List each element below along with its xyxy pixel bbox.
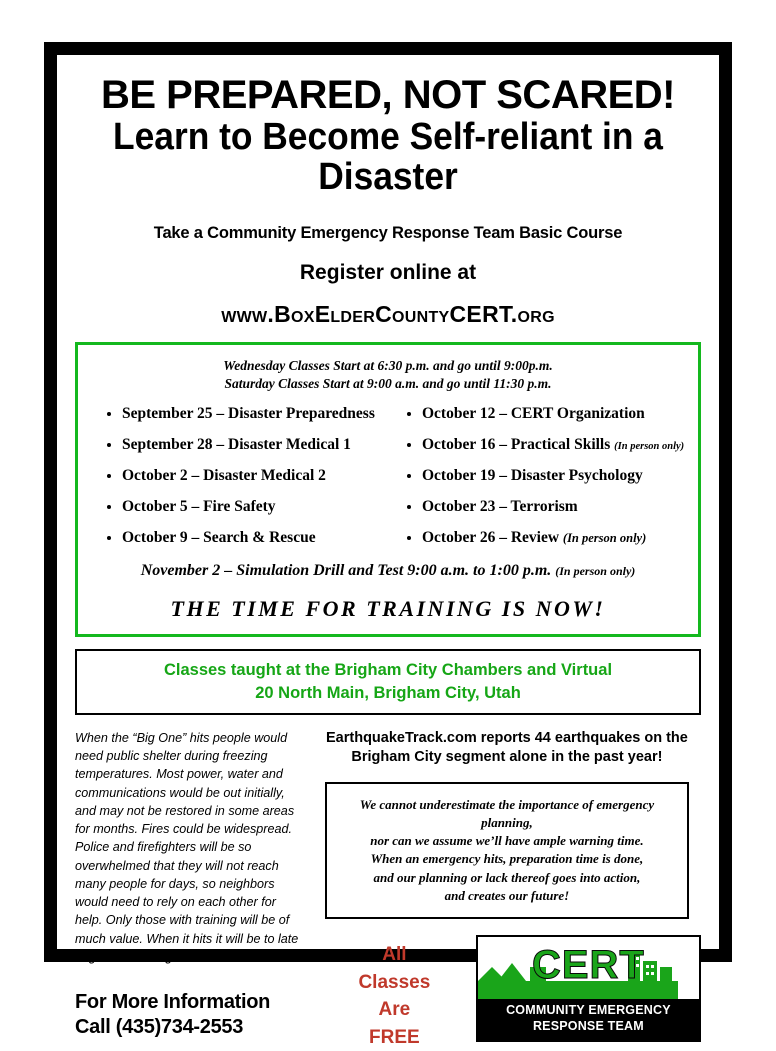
class-times-saturday: Saturday Classes Start at 9:00 a.m. and go until 11:30 p.m.	[224, 375, 552, 391]
free-line: FREE	[369, 1026, 420, 1048]
course-subheading: Take a Community Emergency Response Team Basic Course	[153, 223, 623, 242]
quote-line: We cannot underestimate the importance of emergency planning,	[359, 796, 655, 831]
contact-info-line-1: For More Information	[75, 991, 271, 1014]
flyer-content	[57, 55, 719, 1048]
list-item	[422, 529, 688, 546]
quote-box	[325, 782, 689, 919]
free-line: All	[382, 944, 407, 966]
list-item	[422, 405, 688, 422]
contact-info	[75, 990, 303, 1040]
earthquake-stat	[313, 729, 701, 768]
class-times	[88, 357, 688, 393]
location-line-1: Classes taught at the Brigham City Chambers and Virtual	[163, 661, 613, 680]
list-item-label: October 19 – Disaster Psychology	[422, 467, 643, 485]
free-line: Classes	[358, 971, 431, 993]
simulation-drill-line	[88, 562, 688, 580]
list-item: • September 25 – Disaster Preparedness	[122, 405, 388, 422]
free-line: Are	[378, 999, 411, 1021]
list-item	[422, 436, 688, 453]
cert-logo-wordmark: CERT	[531, 943, 645, 988]
free-classes-callout	[313, 935, 476, 1051]
schedule-box	[75, 342, 701, 638]
earthquake-stat-line-1: EarthquakeTrack.com reports 44 earthquakes on the	[326, 729, 688, 746]
list-item-note: (In person only)	[562, 531, 647, 546]
headline-primary: BE PREPARED, NOT SCARED!	[101, 73, 675, 117]
list-item: • October 2 – Disaster Medical 2	[122, 467, 388, 484]
website-url[interactable]: www.BoxElderCountyCERT.org	[221, 300, 555, 327]
list-item: • October 9 – Search & Rescue	[122, 529, 388, 546]
list-item	[422, 467, 688, 484]
big-one-paragraph: When the “Big One” hits people would need public shelter during freezing temperatures. Most power, water and communications would be out initially, and may not be restored in some areas for months. Fires could be widespread. Police and firefighters will be so overwhelmed that they will not reach many people for days, so neighbors would need to rely on each other for help. Only those with training will be of much value. When it hits it will be to late to get the training.	[75, 730, 299, 964]
class-times-wednesday: Wednesday Classes Start at 6:30 p.m. and go until 9:00p.m.	[223, 357, 553, 373]
list-item	[422, 498, 688, 515]
list-item: • October 5 – Fire Safety	[122, 498, 388, 515]
flyer-border	[44, 42, 732, 1048]
quote-line: nor can we assume we’ll have ample warning time.	[370, 833, 644, 849]
lower-left-column	[75, 729, 313, 1051]
class-list-columns	[88, 405, 688, 560]
simulation-drill-text: November 2 – Simulation Drill and Test 9:00 a.m. to 1:00 p.m.	[140, 562, 552, 580]
quote-line: and creates our future!	[444, 887, 570, 903]
class-list-left	[88, 405, 388, 560]
simulation-drill-note: (In person only)	[555, 564, 636, 579]
headline-secondary: Learn to Become Self-reliant in a Disaster	[113, 115, 663, 198]
location-line-2: 20 North Main, Brigham City, Utah	[255, 683, 521, 702]
contact-phone: Call (435)734-2553	[75, 1016, 244, 1039]
quote-line: When an emergency hits, preparation time is done,	[370, 851, 644, 867]
lower-right-column	[313, 729, 701, 1051]
list-item: • September 28 – Disaster Medical 1	[122, 436, 388, 453]
class-list-right	[388, 405, 688, 560]
earthquake-stat-line-2: Brigham City segment alone in the past year!	[351, 749, 663, 766]
list-item-label: October 26 – Review	[422, 529, 563, 547]
lower-section	[75, 729, 701, 1051]
training-slogan: THE TIME FOR TRAINING IS NOW!	[170, 596, 606, 622]
quote-line: and our planning or lack thereof goes into action,	[373, 869, 641, 885]
cert-logo-graphic	[478, 937, 699, 999]
cert-logo-caption-line-1: COMMUNITY EMERGENCY	[506, 1003, 671, 1018]
cert-logo	[476, 935, 701, 1042]
list-item-note: (In person only)	[614, 441, 685, 453]
cert-logo-caption	[478, 999, 699, 1040]
list-item-label: October 12 – CERT Organization	[422, 405, 645, 423]
location-box	[75, 649, 701, 715]
list-item-label: October 16 – Practical Skills	[422, 436, 615, 454]
cert-logo-caption-line-2: RESPONSE TEAM	[532, 1018, 644, 1033]
register-label: Register online at	[299, 260, 477, 284]
bottom-right-row	[313, 935, 701, 1051]
list-item-label: October 23 – Terrorism	[422, 498, 578, 516]
